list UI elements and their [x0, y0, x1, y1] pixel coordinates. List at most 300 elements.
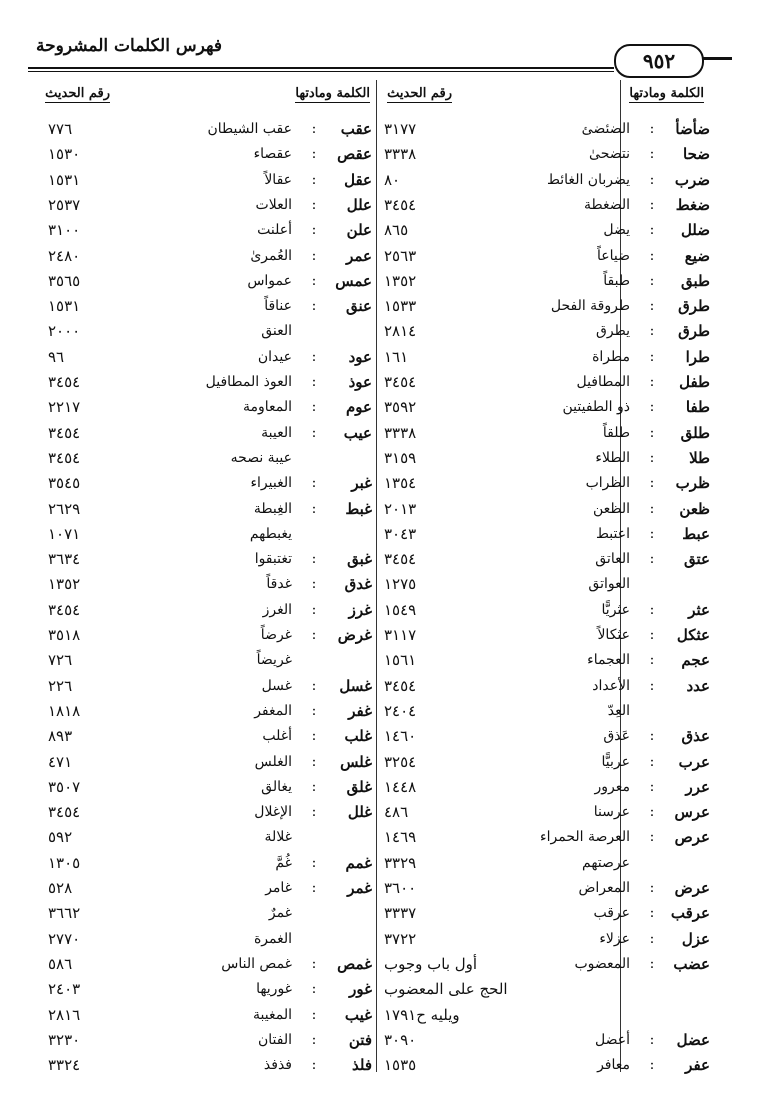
root-word: عيب: [343, 423, 372, 442]
root-word: عرص: [674, 828, 710, 847]
separator-colon: :: [649, 601, 655, 618]
derived-word: غوريها: [256, 981, 292, 998]
derived-word: أغلب: [262, 728, 292, 745]
separator-colon: :: [649, 272, 655, 289]
derived-word: غمص الناس: [221, 955, 292, 972]
index-row: [0, 699, 762, 724]
hadith-number: ٧٧٦: [48, 120, 73, 138]
derived-word: الغِبطة: [253, 500, 292, 517]
separator-colon: :: [649, 955, 655, 972]
root-word: عود: [348, 347, 372, 366]
header-dash: [700, 57, 732, 60]
index-row: [0, 572, 762, 597]
separator-colon: :: [649, 905, 655, 922]
derived-word: العوذ المطافيل: [205, 374, 292, 390]
separator-colon: :: [649, 171, 655, 188]
root-word: طبق: [681, 271, 710, 290]
separator-colon: :: [311, 374, 317, 390]
derived-word: غُمَّ: [275, 854, 292, 871]
root-word: غمم: [345, 853, 372, 872]
hadith-number: ١٣٥٢: [48, 575, 81, 594]
hadith-number: ٣٤٥٤: [48, 600, 81, 619]
hadith-number: ١٥٣٣: [384, 297, 417, 316]
derived-word: المطافيل: [576, 374, 630, 390]
separator-colon: :: [649, 1031, 655, 1048]
hadith-number: ١٥٣١: [48, 170, 81, 189]
hadith-number: ١٣٠٥: [48, 853, 81, 872]
derived-word: المغفر: [254, 702, 292, 719]
separator-colon: :: [311, 804, 317, 821]
hadith-number: ١٣٥٤: [384, 474, 417, 493]
hadith-number: ٨٠: [384, 170, 401, 189]
root-word: عقب: [340, 120, 372, 138]
index-row: [0, 775, 762, 800]
root-word: غفر: [348, 701, 372, 720]
hadith-number: ٥٩٢: [48, 828, 73, 847]
derived-word: غسل: [261, 677, 292, 694]
separator-colon: :: [311, 298, 317, 315]
hadith-number: الحج على المعضوب: [384, 980, 508, 999]
derived-word: الطلاء: [595, 449, 630, 466]
root-word: غمر: [347, 879, 372, 897]
separator-colon: :: [649, 778, 655, 795]
separator-colon: :: [649, 627, 655, 643]
separator-colon: :: [649, 930, 655, 947]
derived-word: غدقاً: [266, 576, 292, 593]
derived-word: المعراض: [578, 880, 630, 896]
derived-word: أعضل: [595, 1031, 630, 1048]
root-word: ضغط: [675, 195, 710, 214]
root-word: عمس: [335, 271, 372, 290]
derived-word: عَذق: [603, 728, 630, 745]
hadith-number: ١٥٣٥: [384, 1056, 417, 1075]
separator-colon: :: [311, 601, 317, 618]
derived-word: غلالة: [264, 829, 292, 846]
root-word: ظعن: [679, 499, 710, 518]
root-word: عثكل: [676, 626, 710, 644]
hadith-number: ٣٣٣٧: [384, 904, 417, 923]
root-word: طرق: [678, 297, 710, 316]
derived-word: العُمرىٰ: [250, 247, 292, 264]
hadith-number: ٣٤٥٤: [48, 423, 81, 442]
derived-word: عثكالاً: [597, 627, 630, 643]
index-row: [0, 497, 762, 522]
hadith-number: ٣٥٤٥: [48, 474, 81, 493]
header-rule: [28, 67, 614, 69]
index-row: [0, 674, 762, 699]
hadith-number: ٣٣٣٨: [384, 145, 417, 164]
hadith-number: ٧٢٦: [48, 651, 73, 670]
hadith-number: ٣٥١٨: [48, 626, 81, 644]
root-word: طلق: [680, 423, 710, 442]
derived-word: فذفذ: [263, 1057, 292, 1074]
index-row: [0, 648, 762, 673]
hadith-number: ١٥٤٩: [384, 600, 417, 619]
derived-word: تغتبقوا: [254, 551, 292, 568]
index-row: [0, 547, 762, 572]
derived-word: عيبة نصحه: [230, 449, 292, 466]
derived-word: الظعن: [592, 500, 630, 517]
hadith-number: ٣٣٢٤: [48, 1056, 81, 1075]
root-word: غور: [349, 980, 372, 999]
hadith-number: ١٣٥٢: [384, 271, 417, 290]
left-number-header: رقم الحديث: [45, 86, 110, 101]
root-word: عمر: [346, 246, 372, 265]
root-word: طلا: [689, 448, 710, 467]
root-word: عدد: [686, 676, 710, 695]
derived-word: الغرز: [262, 601, 292, 618]
derived-word: طروقة الفحل: [550, 298, 630, 315]
derived-word: الغمرة: [253, 930, 292, 947]
hadith-number: ٣١١٧: [384, 626, 417, 644]
separator-colon: :: [311, 121, 317, 137]
hadith-number: ١٥٣٠: [48, 145, 81, 164]
index-row: [0, 319, 762, 344]
root-word: ظرب: [675, 474, 710, 493]
derived-word: أعلنت: [257, 222, 292, 239]
separator-colon: :: [311, 247, 317, 264]
root-word: عنق: [346, 297, 372, 316]
derived-word: طلقاً: [602, 424, 630, 441]
separator-colon: :: [649, 449, 655, 466]
page-number: ٩٥٢: [614, 44, 704, 78]
hadith-number: ٣٤٥٤: [48, 373, 81, 391]
root-word: طفا: [685, 398, 710, 417]
separator-colon: :: [311, 778, 317, 795]
hadith-number: ٤٧١: [48, 752, 73, 771]
hadith-number: ٨٦٥: [384, 221, 409, 240]
separator-colon: :: [311, 348, 317, 365]
hadith-number: ٢٤٨٠: [48, 246, 81, 265]
index-row: [0, 750, 762, 775]
hadith-number: ٣٤٥٤: [384, 195, 417, 214]
derived-word: يغالق: [261, 778, 292, 795]
separator-colon: :: [311, 627, 317, 643]
derived-word: نتضحىٰ: [589, 146, 630, 163]
derived-word: العرصة الحمراء: [540, 829, 630, 846]
right-word-header: الكلمة ومادتها: [629, 86, 704, 101]
hadith-number: ٢٤٠٤: [384, 701, 417, 720]
separator-colon: :: [311, 551, 317, 568]
root-word: ضيع: [684, 246, 710, 265]
root-word: فلذ: [351, 1056, 372, 1075]
separator-colon: :: [311, 171, 317, 188]
hadith-number: ١٨١٨: [48, 701, 81, 720]
root-word: غبط: [345, 499, 372, 518]
derived-word: الأعداد: [592, 677, 630, 694]
hadith-number: ٣٤٥٤: [48, 803, 81, 822]
index-row: [0, 1053, 762, 1078]
derived-word: يضل: [603, 222, 630, 239]
hadith-number: ٣٣٢٩: [384, 853, 417, 872]
derived-word: غريضاً: [256, 652, 292, 669]
hadith-number: ٢٥٣٧: [48, 195, 81, 214]
root-word: غلق: [346, 777, 372, 796]
hadith-number: ٣٤٥٤: [384, 676, 417, 695]
derived-word: عقب الشيطان: [207, 121, 292, 137]
separator-colon: :: [311, 854, 317, 871]
derived-word: الغلس: [254, 753, 292, 770]
hadith-number: ٣٢٥٤: [384, 752, 417, 771]
hadith-number: ٢٥٦٣: [384, 246, 417, 265]
separator-colon: :: [649, 500, 655, 517]
hadith-number: ٣٠٩٠: [384, 1030, 417, 1049]
separator-colon: :: [311, 981, 317, 998]
root-word: عفر: [685, 1056, 710, 1075]
hadith-number: ١٥٦١: [384, 651, 417, 670]
hadith-number: ١٦١: [384, 347, 409, 366]
index-row: [0, 168, 762, 193]
hadith-number: ٢٤٠٣: [48, 980, 81, 999]
hadith-number: ٥٢٨: [48, 879, 73, 897]
hadith-number: ١٥٣١: [48, 297, 81, 316]
hadith-number: ٣٣٣٨: [384, 423, 417, 442]
separator-colon: :: [311, 728, 317, 745]
root-word: عبط: [682, 524, 710, 543]
hadith-number: ٣٥٠٧: [48, 777, 81, 796]
index-row: [0, 901, 762, 926]
root-word: عرس: [674, 803, 710, 822]
separator-colon: :: [311, 196, 317, 213]
index-row: [0, 522, 762, 547]
left-word-header: الكلمة ومادتها: [295, 86, 370, 101]
derived-word: المعضوب: [574, 955, 630, 972]
index-row: [0, 294, 762, 319]
separator-colon: :: [649, 525, 655, 542]
root-word: ضرب: [674, 170, 710, 189]
separator-colon: :: [311, 1006, 317, 1023]
derived-word: الضغطة: [583, 196, 630, 213]
separator-colon: :: [649, 551, 655, 568]
root-word: علل: [346, 195, 372, 214]
separator-colon: :: [649, 728, 655, 745]
separator-colon: :: [649, 348, 655, 365]
root-word: عذق: [681, 727, 710, 746]
index-row: [0, 724, 762, 749]
index-row: [0, 1003, 762, 1028]
root-word: ضلل: [680, 221, 710, 240]
hadith-number: ١٤٤٨: [384, 777, 417, 796]
root-word: عقص: [337, 145, 372, 164]
hadith-number: ٣٥٩٢: [384, 398, 417, 417]
derived-word: يضربان الغائط: [546, 171, 630, 188]
root-word: عوذ: [348, 373, 372, 391]
right-number-header: رقم الحديث: [387, 86, 452, 101]
root-word: غسل: [339, 676, 372, 695]
index-row: [0, 800, 762, 825]
root-word: طرق: [678, 322, 710, 341]
index-row: [0, 269, 762, 294]
separator-colon: :: [649, 475, 655, 492]
root-word: علن: [346, 221, 372, 240]
derived-word: يغبطهم: [249, 525, 292, 542]
hadith-number: ٣٤٥٤: [48, 448, 81, 467]
index-row: [0, 142, 762, 167]
root-word: عرقب: [670, 904, 710, 923]
hadith-number: ٣٢٣٠: [48, 1030, 81, 1049]
derived-word: معافر: [597, 1057, 630, 1074]
root-word: غلل: [347, 803, 372, 822]
index-row: [0, 345, 762, 370]
hadith-number: ٣٦٣٤: [48, 550, 81, 569]
separator-colon: :: [649, 323, 655, 340]
root-word: ضحا: [683, 145, 710, 164]
derived-word: غامر: [265, 880, 292, 896]
separator-colon: :: [311, 1031, 317, 1048]
separator-colon: :: [311, 753, 317, 770]
derived-word: الغبيراء: [250, 475, 292, 492]
index-row: [0, 927, 762, 952]
root-word: عجم: [681, 651, 710, 670]
root-word: غرز: [348, 600, 372, 619]
index-row: [0, 218, 762, 243]
hadith-number: ٣١٥٩: [384, 448, 417, 467]
derived-word: يطرق: [596, 323, 630, 340]
hadith-number: ٢٢١٧: [48, 398, 81, 417]
hadith-number: ٢٠٠٠: [48, 322, 81, 341]
index-row: [0, 1028, 762, 1053]
derived-word: العلات: [255, 196, 292, 213]
hadith-number: ٣٠٤٣: [384, 524, 417, 543]
derived-word: عرصتهم: [582, 854, 630, 871]
separator-colon: :: [311, 880, 317, 896]
root-word: عتق: [684, 550, 710, 569]
separator-colon: :: [649, 1057, 655, 1074]
separator-colon: :: [311, 146, 317, 163]
index-row: [0, 598, 762, 623]
index-row: [0, 395, 762, 420]
derived-word: عقالاً: [264, 171, 292, 188]
derived-word: المغيبة: [253, 1006, 292, 1023]
index-row: [0, 471, 762, 496]
header-rule-thin: [28, 71, 614, 72]
index-row: [0, 623, 762, 648]
root-word: غرض: [337, 626, 372, 644]
index-row: [0, 117, 762, 142]
index-row: [0, 851, 762, 876]
separator-colon: :: [311, 424, 317, 441]
root-word: عوم: [346, 398, 372, 417]
derived-word: طبقاً: [603, 272, 630, 289]
separator-colon: :: [311, 222, 317, 239]
derived-word: عثريًّا: [601, 601, 630, 618]
derived-word: العجماء: [587, 652, 630, 669]
derived-word: عقصاء: [253, 146, 292, 163]
separator-colon: :: [649, 298, 655, 315]
derived-word: عربيًّا: [601, 753, 630, 770]
index-row: [0, 193, 762, 218]
separator-colon: :: [649, 880, 655, 896]
root-word: عزل: [681, 929, 710, 948]
separator-colon: :: [649, 753, 655, 770]
separator-colon: :: [311, 677, 317, 694]
derived-word: عناقاً: [264, 298, 292, 315]
root-word: ضأضأ: [675, 120, 710, 138]
root-word: طفل: [679, 373, 710, 391]
root-word: غلب: [344, 727, 372, 746]
derived-word: الظراب: [585, 475, 630, 492]
root-word: عضب: [673, 954, 710, 973]
derived-word: عمواس: [247, 272, 292, 289]
separator-colon: :: [311, 1057, 317, 1074]
index-row: [0, 446, 762, 471]
separator-colon: :: [311, 272, 317, 289]
separator-colon: :: [311, 955, 317, 972]
hadith-number: ٢٦٢٩: [48, 499, 81, 518]
root-word: عرر: [685, 777, 710, 796]
hadith-number: ٣٦٦٢: [48, 904, 81, 923]
root-word: غيب: [344, 1005, 372, 1024]
separator-colon: :: [649, 374, 655, 390]
hadith-number: ٢٨١٦: [48, 1005, 81, 1024]
hadith-number: ٣٤٥٤: [384, 373, 417, 391]
index-row: [0, 825, 762, 850]
root-word: عضل: [676, 1030, 710, 1049]
derived-word: عرقب: [593, 905, 630, 922]
hadith-number: ٣٥٦٥: [48, 271, 81, 290]
separator-colon: :: [649, 804, 655, 821]
hadith-number: ٢٢٦: [48, 676, 73, 695]
derived-word: معرور: [594, 778, 630, 795]
derived-word: عرسنا: [593, 804, 630, 821]
separator-colon: :: [311, 576, 317, 593]
hadith-number: ١٤٦٩: [384, 828, 417, 847]
separator-colon: :: [311, 399, 317, 416]
separator-colon: :: [649, 424, 655, 441]
hadith-number: ويليه ح١٧٩١: [384, 1005, 460, 1024]
separator-colon: :: [311, 475, 317, 492]
hadith-number: ٤٨٦: [384, 803, 409, 822]
separator-colon: :: [649, 677, 655, 694]
index-row: [0, 952, 762, 977]
separator-colon: :: [649, 652, 655, 669]
index-row: [0, 370, 762, 395]
derived-word: الضئضئ: [581, 121, 630, 137]
root-word: عرض: [674, 879, 710, 897]
derived-word: عزلاء: [599, 930, 630, 947]
hadith-number: أول باب وجوب: [384, 954, 478, 973]
root-word: عرب: [678, 752, 710, 771]
derived-word: ذو الطفيتين: [562, 399, 630, 416]
derived-word: ضياعاً: [597, 247, 630, 264]
derived-word: مطراة: [592, 348, 630, 365]
derived-word: العواتق: [588, 576, 630, 593]
root-word: طرا: [685, 347, 710, 366]
hadith-number: ٣٧٢٢: [384, 929, 417, 948]
hadith-number: ٣٤٥٤: [384, 550, 417, 569]
root-word: غبق: [347, 550, 372, 569]
hadith-number: ٥٨٦: [48, 954, 73, 973]
hadith-number: ٢٨١٤: [384, 322, 417, 341]
root-word: غدق: [344, 575, 372, 594]
derived-word: العِدّ: [607, 702, 630, 719]
hadith-number: ٢٠١٣: [384, 499, 417, 518]
derived-word: العيبة: [261, 424, 292, 441]
running-title: فهرس الكلمات المشروحة: [36, 36, 222, 56]
derived-word: غمرٌ: [268, 905, 292, 922]
derived-word: الفتان: [257, 1031, 292, 1048]
separator-colon: :: [311, 702, 317, 719]
root-word: عقل: [344, 170, 372, 189]
derived-word: اعتبط: [596, 525, 630, 542]
separator-colon: :: [649, 146, 655, 163]
separator-colon: :: [649, 196, 655, 213]
separator-colon: :: [649, 222, 655, 239]
root-word: غلس: [340, 752, 372, 771]
hadith-number: ١٤٦٠: [384, 727, 417, 746]
derived-word: الإغلال: [254, 804, 292, 821]
hadith-number: ٢٧٧٠: [48, 929, 81, 948]
